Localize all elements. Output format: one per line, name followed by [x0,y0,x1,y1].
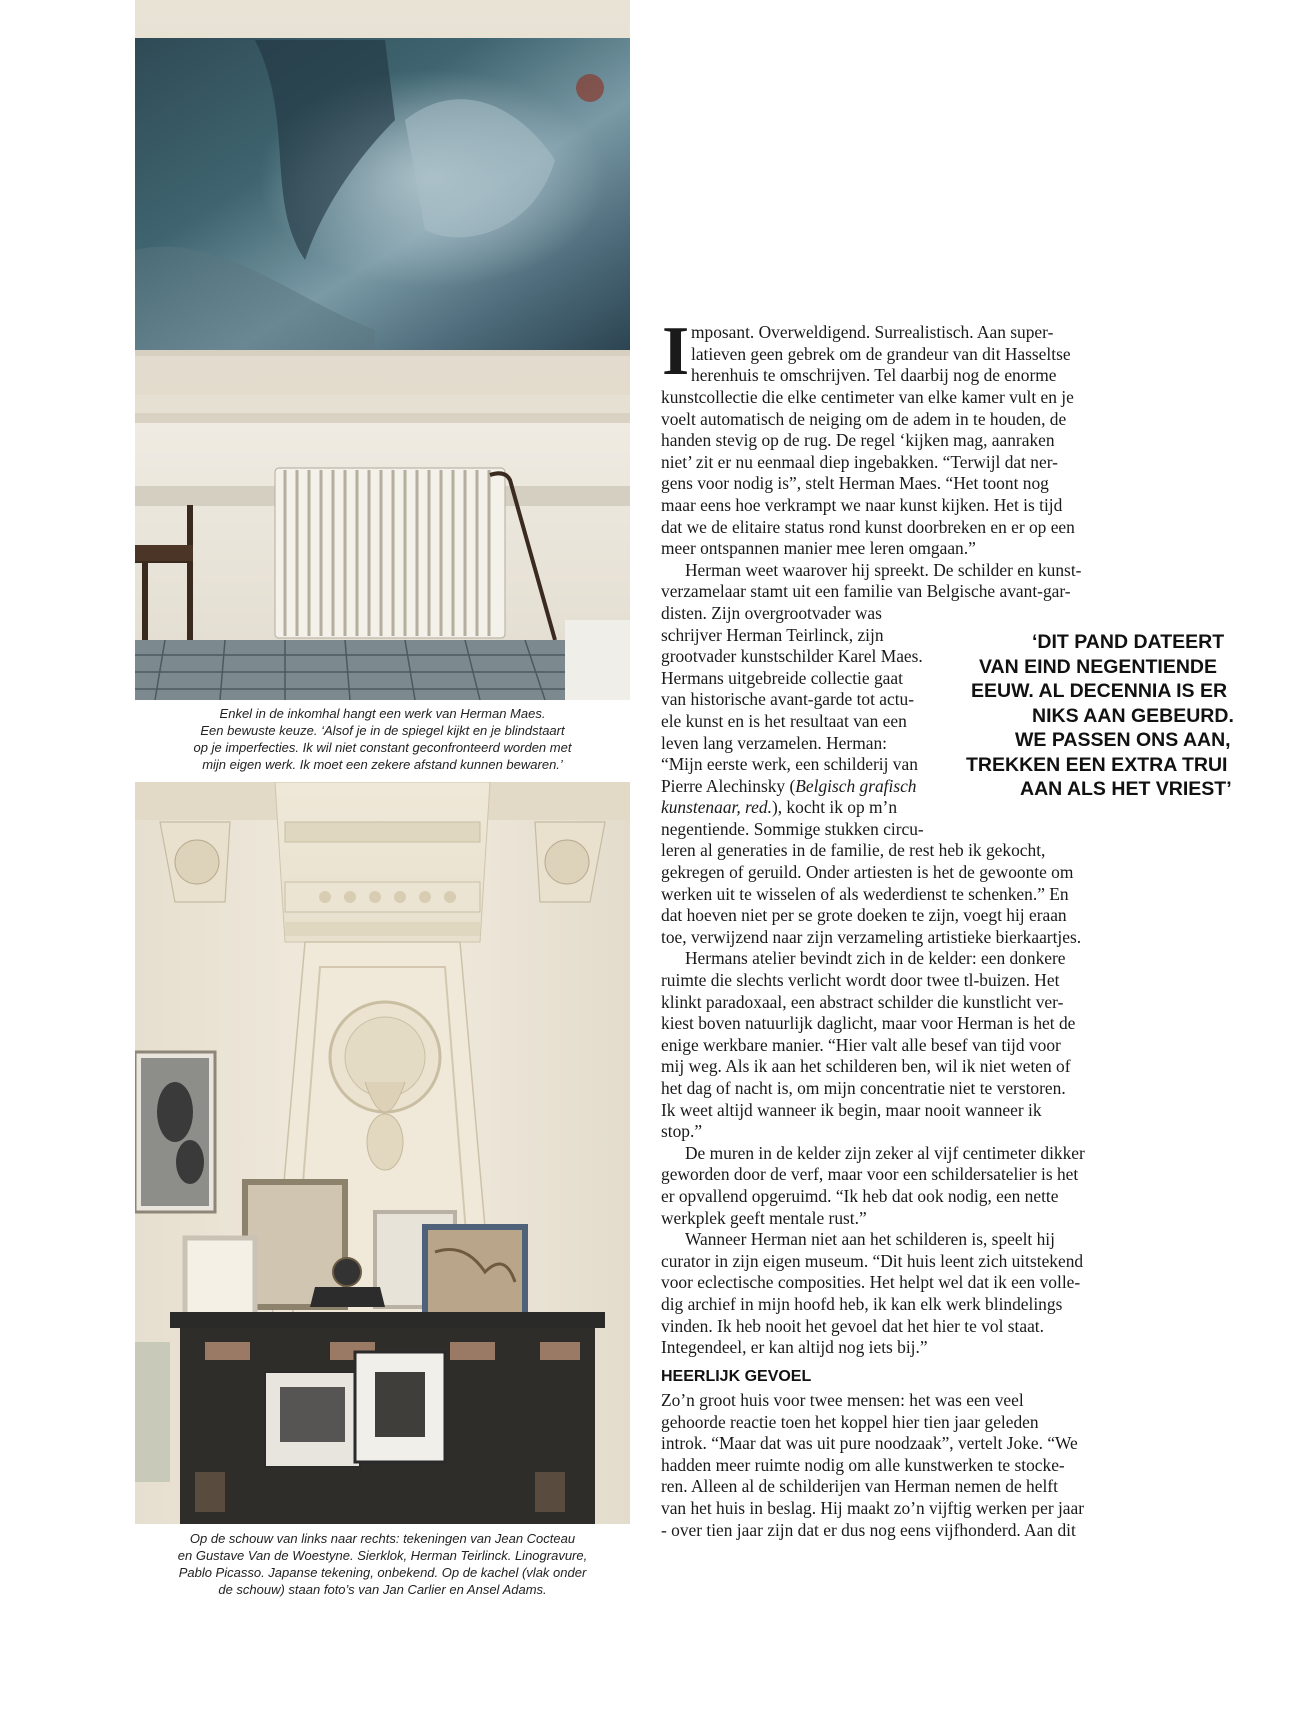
body-line: ele kunst en is het resultaat van een [661,710,907,731]
photo-fireplace-mantel [135,782,630,1524]
text-run-italic: kunstenaar, red. [661,797,772,818]
caption-bottom [135,1530,630,1598]
body-line: klinkt paradoxaal, een abstract schilder die kunstlicht ver- [661,991,1064,1012]
body-line: vinden. Ik heb nooit het gevoel dat het hier te vol staat. [661,1315,1044,1336]
body-line: van het huis in beslag. Hij maakt zo’n vijftig werken per jaar [661,1497,1085,1518]
caption-bottom-line: de schouw) staan foto’s van Jan Carlier en Ansel Adams. [218,1582,547,1597]
body-line: herenhuis te omschrijven. Tel daarbij nog de enorme [691,365,1057,386]
text-run: ), kocht ik op m’n [771,797,898,818]
body-line: dat we de elitaire status rond kunst doorbreken en er op een [661,516,1075,537]
body-line: werken uit te wisselen of als wederdienst te schenken.” En [661,883,1069,904]
body-line: disten. Zijn overgrootvader was [661,602,882,623]
body-line: latieven geen gebrek om de grandeur van dit Hasseltse [691,343,1071,364]
body-line: het dag of nacht is, om mijn concentratie niet te verstoren. [661,1078,1066,1098]
body-line: mposant. Overweldigend. Surrealistisch. Aan super- [691,322,1054,342]
body-line: “Mijn eerste werk, een schilderij van [661,754,918,775]
body-line: meer ontspannen manier mee leren omgaan.” [661,538,976,559]
body-line: voor eclectische composities. Het helpt wel dat ik een volle- [661,1272,1081,1293]
body-line: werkplek geeft mentale rust.” [661,1207,867,1228]
pull-quote-line: EEUW. AL DECENNIA IS ER [971,680,1228,702]
caption-bottom-line: Op de schouw van links naar rechts: tekeningen van Jean Cocteau [189,1531,576,1546]
caption-top [135,705,630,773]
body-line: Ik weet altijd wanneer ik begin, maar nooit wanneer ik [661,1099,1042,1120]
body-line: introk. “Maar dat was uit pure noodzaak”, vertelt Joke. “We [661,1433,1078,1454]
article-body [661,387,1141,1359]
body-line: Wanneer Herman niet aan het schilderen is, speelt hij [685,1229,1055,1250]
body-line: van historische avant-garde tot actu- [661,689,915,710]
body-line: Hermans uitgebreide collectie gaat [661,667,903,688]
photo-fireplace-illustration [135,782,630,1524]
photo-painting-hall-illustration [135,0,630,700]
body-line: enige werkbare manier. “Hier valt alle besef van tijd voor [661,1034,1061,1055]
caption-top-line: Enkel in de inkomhal hangt een werk van Herman Maes. [219,706,546,721]
body-line: schrijver Herman Teirlinck, zijn [661,624,884,645]
body-line: leren al generaties in de familie, de rest heb ik gekocht, [661,840,1046,861]
pull-quote [960,630,1240,810]
body-line: handen stevig op de rug. De regel ‘kijken mag, aanraken [661,430,1055,451]
text-run: Pierre Alechinsky ( [661,775,796,796]
body-line: verzamelaar stamt uit een familie van Belgische avant-gar- [661,581,1071,602]
body-line: Integendeel, er kan altijd nog iets bij.” [661,1337,928,1358]
body-line: curator in zijn eigen museum. “Dit huis leent zich uitstekend [661,1250,1084,1271]
article-body-section2 [661,1390,1141,1541]
pull-quote-line: VAN EIND NEGENTIENDE [979,655,1217,678]
body-line: gens voor nodig is”, stelt Herman Maes. “Het toont nog [661,473,1049,494]
body-line: negentiende. Sommige stukken circu- [661,818,924,839]
body-line: voelt automatisch de neiging om de adem in te houden, de [661,408,1067,429]
body-line: niet’ zit er nu eenmaal diep ingebakken. “Terwijl dat ner- [661,451,1058,472]
body-line: Zo’n groot huis voor twee mensen: het was een veel [661,1390,1024,1410]
caption-top-line: mijn eigen werk. Ik moet een zekere afstand kunnen bewaren.’ [202,757,563,772]
body-line: kunstcollectie die elke centimeter van elke kamer vult en je [661,387,1074,407]
body-line: ruimte die slechts verlicht wordt door twee tl-buizen. Het [661,970,1060,991]
body-line: De muren in de kelder zijn zeker al vijf centimeter dikker [685,1142,1085,1163]
body-line: stop.” [661,1121,703,1142]
pull-quote-line: AAN ALS HET VRIEST’ [1020,778,1232,800]
caption-top-line: Een bewuste keuze. ‘Alsof je in de spiegel kijkt en je blindstaart [200,723,565,738]
caption-bottom-line: Pablo Picasso. Japanse tekening, onbekend. Op de kachel (vlak onder [178,1565,587,1580]
body-line: hadden meer ruimte nodig om alle kunstwerken te stocke- [661,1454,1065,1475]
body-line: dat hoeven niet per se grote doeken te zijn, voegt hij eraan [661,905,1067,926]
body-line: leven lang verzamelen. Herman: [661,732,887,753]
body-line: grootvader kunstschilder Karel Maes. [661,646,923,667]
caption-top-line: op je imperfecties. Ik wil niet constant geconfronteerd worden met [193,740,572,755]
body-line: geworden door de verf, maar voor een schildersatelier is het [661,1164,1079,1185]
body-line: gekregen of geruild. Onder artiesten is het de gewoonte om [661,862,1074,883]
pull-quote-line: TREKKEN EEN EXTRA TRUI [966,753,1228,776]
body-line: kiest boven natuurlijk daglicht, maar voor Herman is het de [661,1013,1076,1034]
pull-quote-line: WE PASSEN ONS AAN, [1015,729,1231,751]
body-line: toe, verwijzend naar zijn verzameling artistieke bierkaartjes. [661,926,1082,947]
text-run-italic: Belgisch grafisch [795,775,917,796]
photo-painting-hall [135,0,630,700]
article-intro-lines [691,322,1071,387]
body-line: er opvallend opgeruimd. “Ik heb dat ook nodig, een nette [661,1185,1059,1206]
caption-bottom-line: en Gustave Van de Woestyne. Sierklok, Herman Teirlinck. Linogravure, [177,1548,588,1563]
pull-quote-line: ‘DIT PAND DATEERT [1032,631,1225,653]
body-line: maar eens hoe verkrampt we naar kunst kijken. Het is tijd [661,494,1063,515]
body-line: mij weg. Als ik aan het schilderen ben, wil ik niet weten of [661,1056,1071,1077]
drop-cap: I [662,313,690,390]
body-line: dig archief in mijn hoofd heb, ik kan elk werk blindelings [661,1293,1063,1314]
section-subhead: HEERLIJK GEVOEL [661,1368,812,1385]
body-line: ren. Alleen al de schilderijen van Herman nemen de helft [661,1476,1058,1497]
body-line: - over tien jaar zijn dat er dus nog eens vijfhonderd. Aan dit [661,1519,1076,1540]
body-line: Hermans atelier bevindt zich in de kelder: een donkere [685,948,1066,969]
body-line: gehoorde reactie toen het koppel hier tien jaar geleden [661,1411,1039,1432]
pull-quote-line: NIKS AAN GEBEURD. [1032,704,1234,727]
body-line: Herman weet waarover hij spreekt. De schilder en kunst- [685,559,1082,580]
